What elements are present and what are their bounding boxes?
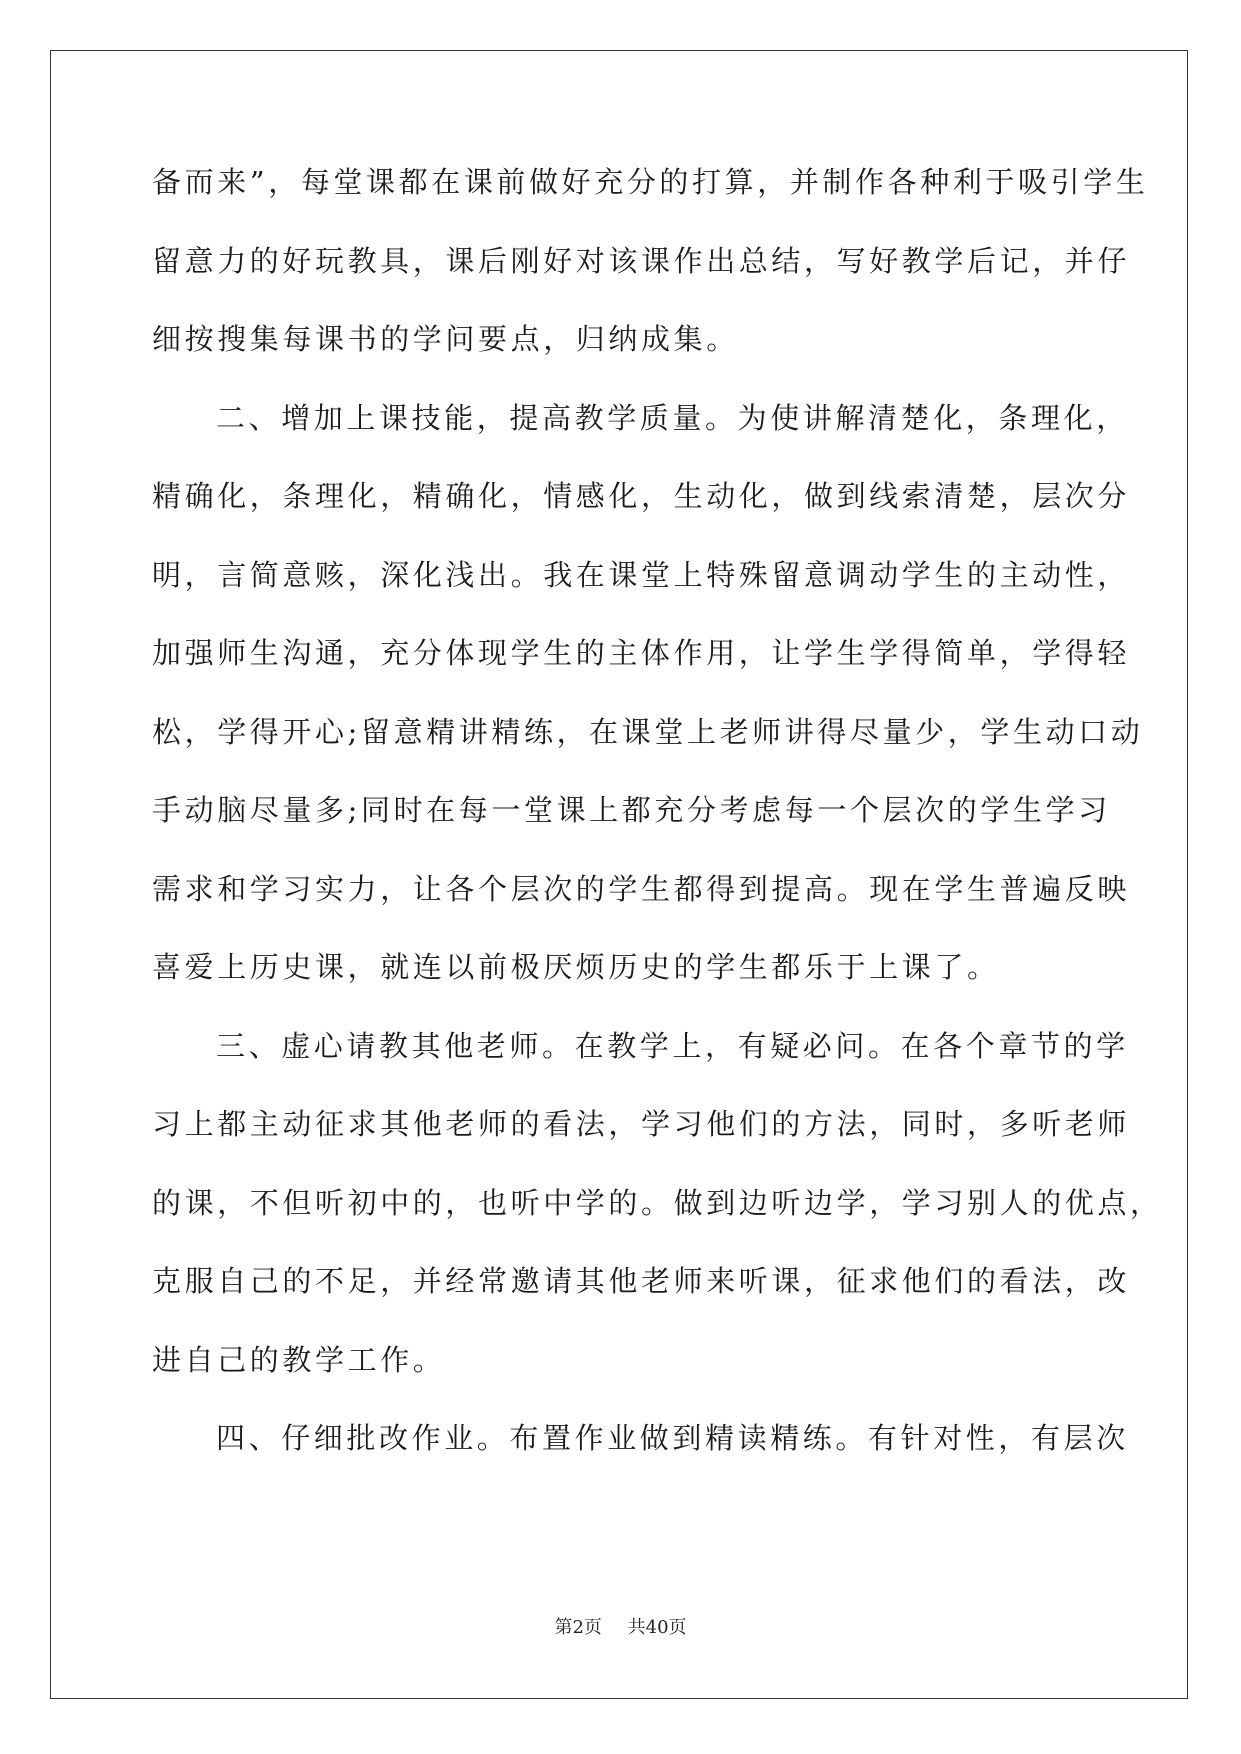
text-line: 四、仔细批改作业。布置作业做到精读精练。有针对性，有层次 xyxy=(216,1421,1129,1455)
text-line: 手动脑尽量多;同时在每一堂课上都充分考虑每一个层次的学生学习 xyxy=(152,793,1111,827)
text-line: 进自己的教学工作。 xyxy=(152,1342,446,1377)
text-line: 需求和学习实力，让各个层次的学生都得到提高。现在学生普遍反映 xyxy=(152,871,1131,906)
text-line: 三、虚心请教其他老师。在教学上，有疑必问。在各个章节的学 xyxy=(216,1028,1129,1063)
text-line: 松，学得开心;留意精讲精练，在课堂上老师讲得尽量少，学生动口动 xyxy=(152,714,1144,749)
page-footer xyxy=(0,1613,1241,1639)
text-line: 精确化，条理化，精确化，情感化，生动化，做到线索清楚，层次分 xyxy=(152,479,1131,513)
text-line: 克服自己的不足，并经常邀请其他老师来听课，征求他们的看法，改 xyxy=(152,1264,1131,1298)
text-line: 喜爱上历史课，就连以前极厌烦历史的学生都乐于上课了。 xyxy=(152,950,1000,984)
text-line: 的课，不但听初中的，也听中学的。做到边听边学，学习别人的优点， xyxy=(152,1185,1163,1220)
text-line: 细按搜集每课书的学问要点，归纳成集。 xyxy=(152,322,739,356)
text-line: 明，言简意赅，深化浅出。我在课堂上特殊留意调动学生的主动性， xyxy=(152,557,1131,592)
text-line: 加强师生沟通，充分体现学生的主体作用，让学生学得简单，学得轻 xyxy=(152,636,1131,670)
page-number: 第2页 xyxy=(554,1617,602,1638)
text-line: 习上都主动征求其他老师的看法，学习他们的方法，同时，多听老师 xyxy=(152,1107,1131,1141)
page-total: 共40页 xyxy=(627,1617,687,1638)
text-line: 留意力的好玩教具，课后刚好对该课作出总结，写好教学后记，并仔 xyxy=(152,243,1131,278)
text-line: 二、增加上课技能，提高教学质量。为使讲解清楚化，条理化， xyxy=(216,400,1129,435)
text-line: 备而来”，每堂课都在课前做好充分的打算，并制作各种利于吸引学生 xyxy=(152,165,1149,199)
document-body xyxy=(152,160,1163,1495)
